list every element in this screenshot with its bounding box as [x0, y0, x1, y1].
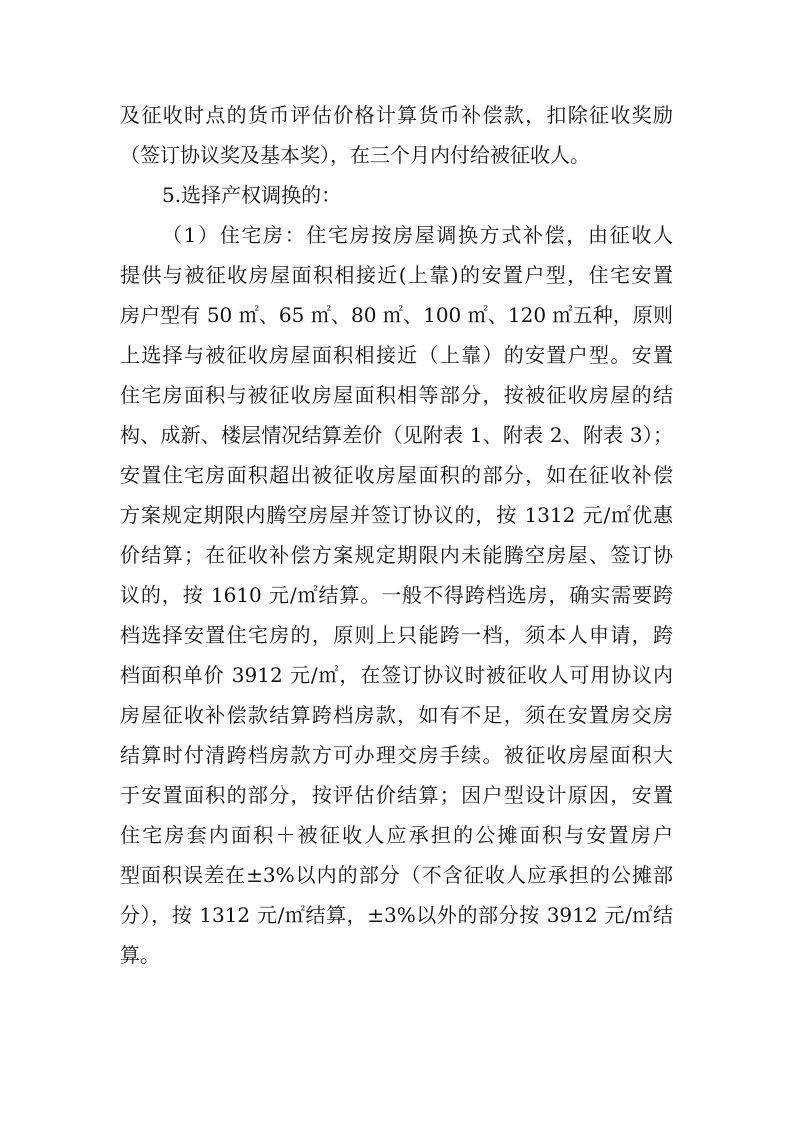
text-line: 议的，按 1610 元/㎡结算。一般不得跨档选房，确实需要跨: [120, 583, 673, 607]
text-line: 上选择与被征收房屋面积相接近（上靠）的安置户型。安置: [120, 343, 673, 367]
text-line: 型面积误差在±3%以内的部分（不含征收人应承担的公摊部: [120, 863, 673, 887]
text-line: 方案规定期限内腾空房屋并签订协议的，按 1312 元/㎡优惠: [120, 503, 673, 527]
text-line: 住宅房面积与被征收房屋面积相等部分，按被征收房屋的结: [120, 383, 673, 407]
text-line: 房屋征收补偿款结算跨档房款，如有不足，须在安置房交房: [120, 703, 673, 727]
text-line: 安置住宅房面积超出被征收房屋面积的部分，如在征收补偿: [120, 463, 673, 487]
body-text: [120, 95, 673, 975]
section-heading: 5.选择产权调换的：: [162, 183, 342, 207]
text-line: 住宅房套内面积＋被征收人应承担的公摊面积与安置房户: [120, 823, 673, 847]
text-line: 房户型有 50 ㎡、65 ㎡、80 ㎡、100 ㎡、120 ㎡五种，原则: [120, 303, 673, 327]
text-line: 结算时付清跨档房款方可办理交房手续。被征收房屋面积大: [120, 743, 673, 767]
text-line: （签订协议奖及基本奖），在三个月内付给被征收人。: [120, 143, 590, 167]
text-line: 分），按 1312 元/㎡结算，±3%以外的部分按 3912 元/㎡结: [120, 903, 673, 927]
text-line: 构、成新、楼层情况结算差价（见附表 1、附表 2、附表 3）；: [120, 423, 673, 447]
text-line: 档选择安置住宅房的，原则上只能跨一档，须本人申请，跨: [120, 623, 673, 647]
text-line: 于安置面积的部分，按评估价结算；因户型设计原因，安置: [120, 783, 673, 807]
text-line: 价结算；在征收补偿方案规定期限内未能腾空房屋、签订协: [120, 543, 673, 567]
text-line: 及征收时点的货币评估价格计算货币补偿款，扣除征收奖励: [120, 103, 673, 127]
text-line: 提供与被征收房屋面积相接近(上靠)的安置户型，住宅安置: [120, 263, 673, 287]
text-line: 算。: [120, 943, 160, 967]
paragraph-first-line: （1）住宅房：住宅房按房屋调换方式补偿，由征收人: [162, 223, 673, 247]
text-line: 档面积单价 3912 元/㎡，在签订协议时被征收人可用协议内: [120, 663, 673, 687]
